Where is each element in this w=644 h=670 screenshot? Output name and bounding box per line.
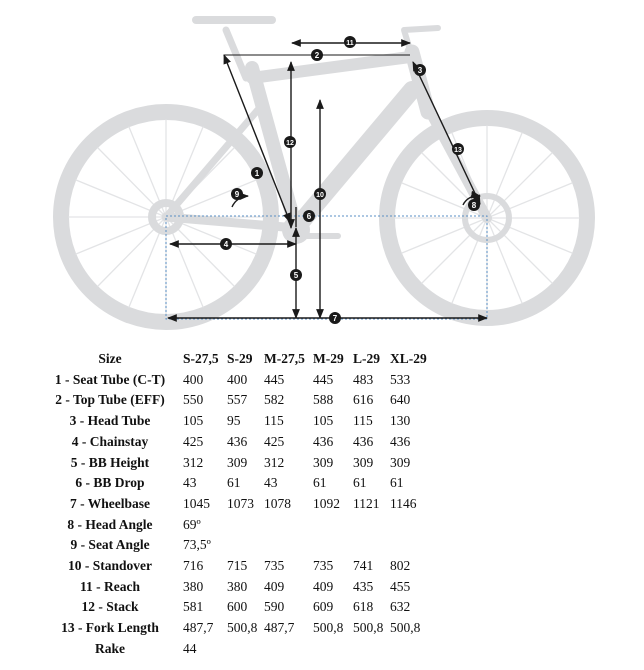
table-row [40, 535, 430, 556]
table-cell: 588 [313, 392, 334, 408]
table-cell: 309 [313, 454, 334, 470]
table-cell: 425 [183, 433, 204, 449]
table-cell: 436 [353, 433, 374, 449]
table-cell: 409 [313, 578, 334, 594]
table-cell: 400 [183, 371, 204, 387]
table-cell: 487,7 [264, 620, 295, 636]
callout-5 [290, 269, 302, 281]
callout-12 [284, 136, 296, 148]
svg-text:8: 8 [471, 201, 477, 210]
size-column-header: S-29 [227, 351, 253, 366]
row-label: 10 - Standover [68, 558, 152, 574]
table-cell: 600 [227, 599, 248, 615]
table-cell: 1045 [183, 495, 210, 511]
table-cell: 735 [264, 558, 285, 574]
table-cell: 312 [264, 454, 285, 470]
size-column-header: M-27,5 [264, 351, 305, 366]
table-cell: 61 [313, 475, 327, 491]
table-cell: 445 [264, 371, 285, 387]
bike-silhouette [61, 20, 587, 322]
table-cell: 43 [264, 475, 278, 491]
table-row [40, 494, 430, 515]
table-cell: 436 [227, 433, 248, 449]
row-label: 4 - Chainstay [71, 433, 149, 449]
table-row [40, 390, 430, 411]
table-cell: 380 [227, 578, 248, 594]
row-label: 12 - Stack [81, 599, 139, 615]
table-cell [313, 639, 353, 660]
table-cell: 44 [183, 640, 197, 656]
table-cell: 618 [353, 599, 374, 615]
row-label: 8 - Head Angle [67, 516, 153, 532]
table-row [40, 473, 430, 494]
row-label: 9 - Seat Angle [70, 537, 150, 553]
row-label: 11 - Reach [80, 578, 140, 594]
table-cell: 1073 [227, 495, 254, 511]
callout-13 [452, 143, 464, 155]
table-row [40, 453, 430, 474]
table-cell [390, 639, 430, 660]
table-cell: 309 [390, 454, 411, 470]
svg-text:6: 6 [306, 212, 312, 221]
table-cell [390, 515, 430, 536]
table-cell: 533 [390, 371, 411, 387]
table-cell [313, 515, 353, 536]
table-cell: 309 [353, 454, 374, 470]
table-cell: 380 [183, 578, 204, 594]
table-cell: 550 [183, 392, 204, 408]
row-label: 3 - Head Tube [69, 413, 151, 429]
table-cell: 409 [264, 578, 285, 594]
table-cell: 632 [390, 599, 411, 615]
table-cell: 61 [353, 475, 367, 491]
table-cell [353, 535, 390, 556]
svg-text:7: 7 [332, 314, 338, 323]
row-label: 5 - BB Height [70, 454, 150, 470]
table-cell: 43 [183, 475, 197, 491]
table-cell: 1121 [353, 495, 380, 511]
table-cell: 500,8 [227, 620, 258, 636]
table-cell: 436 [390, 433, 411, 449]
svg-text:12: 12 [286, 140, 294, 147]
svg-text:3: 3 [417, 66, 423, 75]
row-label: 1 - Seat Tube (C-T) [54, 371, 166, 387]
table-cell: 500,8 [390, 620, 421, 636]
table-cell: 741 [353, 558, 374, 574]
size-column-header: M-29 [313, 351, 344, 366]
table-cell: 715 [227, 558, 248, 574]
table-cell [313, 535, 353, 556]
table-cell: 115 [264, 413, 284, 429]
row-label: 6 - BB Drop [75, 475, 145, 491]
svg-text:13: 13 [454, 147, 462, 154]
table-cell [353, 639, 390, 660]
table-row [40, 556, 430, 577]
size-column-header: L-29 [353, 351, 380, 366]
table-cell: 616 [353, 392, 374, 408]
callout-2 [311, 49, 323, 61]
size-header: Size [98, 351, 122, 366]
size-column-header: XL-29 [390, 351, 427, 366]
table-cell: 309 [227, 454, 248, 470]
table-cell: 1092 [313, 495, 340, 511]
row-label: 7 - Wheelbase [70, 495, 150, 511]
callout-3 [414, 64, 426, 76]
table-cell: 455 [390, 578, 411, 594]
table-cell: 73,5º [183, 537, 211, 553]
svg-text:9: 9 [234, 190, 240, 199]
callout-9 [231, 188, 243, 200]
svg-text:5: 5 [293, 271, 299, 280]
table-cell: 400 [227, 371, 248, 387]
table-cell: 105 [183, 413, 204, 429]
table-header-row [40, 349, 430, 370]
table-cell: 1078 [264, 495, 291, 511]
table-cell: 557 [227, 392, 248, 408]
table-cell: 581 [183, 599, 204, 615]
table-row [40, 411, 430, 432]
table-cell [264, 639, 313, 660]
table-cell: 716 [183, 558, 204, 574]
table-cell: 802 [390, 558, 411, 574]
svg-text:4: 4 [223, 240, 229, 249]
size-column-header: S-27,5 [183, 351, 219, 366]
callout-1 [251, 167, 263, 179]
callout-7 [329, 312, 341, 324]
table-row [40, 577, 430, 598]
svg-text:2: 2 [314, 51, 320, 60]
table-cell: 483 [353, 371, 374, 387]
row-label: 2 - Top Tube (EFF) [55, 392, 165, 408]
table-cell: 500,8 [353, 620, 384, 636]
callout-11 [344, 36, 356, 48]
table-row [40, 639, 430, 660]
geometry-table [40, 349, 430, 660]
table-cell: 500,8 [313, 620, 344, 636]
table-cell [227, 515, 264, 536]
table-cell [227, 535, 264, 556]
table-cell: 609 [313, 599, 334, 615]
callout-6 [303, 210, 315, 222]
table-cell: 130 [390, 413, 411, 429]
table-cell: 735 [313, 558, 334, 574]
table-cell: 61 [390, 475, 404, 491]
table-cell: 582 [264, 392, 285, 408]
svg-text:1: 1 [254, 169, 260, 178]
table-row [40, 370, 430, 391]
table-row [40, 597, 430, 618]
table-cell: 105 [313, 413, 334, 429]
callout-10 [314, 188, 326, 200]
table-cell [390, 535, 430, 556]
svg-text:10: 10 [316, 192, 324, 199]
callout-4 [220, 238, 232, 250]
table-cell: 436 [313, 433, 334, 449]
row-label: 13 - Fork Length [61, 620, 159, 636]
table-cell: 640 [390, 392, 411, 408]
table-cell: 1146 [390, 495, 417, 511]
table-cell [227, 639, 264, 660]
table-cell: 445 [313, 371, 334, 387]
table-row [40, 618, 430, 639]
table-cell: 590 [264, 599, 285, 615]
svg-text:11: 11 [346, 40, 354, 47]
row-label: Rake [95, 640, 125, 656]
callout-8 [468, 199, 480, 211]
table-cell: 487,7 [183, 620, 214, 636]
table-cell: 69º [183, 516, 201, 532]
table-cell [264, 535, 313, 556]
table-cell: 95 [227, 413, 241, 429]
table-row [40, 515, 430, 536]
table-cell: 61 [227, 475, 241, 491]
table-cell: 435 [353, 578, 374, 594]
table-cell: 312 [183, 454, 204, 470]
table-cell: 115 [353, 413, 373, 429]
table-cell [353, 515, 390, 536]
table-cell [264, 515, 313, 536]
table-row [40, 432, 430, 453]
table-cell: 425 [264, 433, 285, 449]
